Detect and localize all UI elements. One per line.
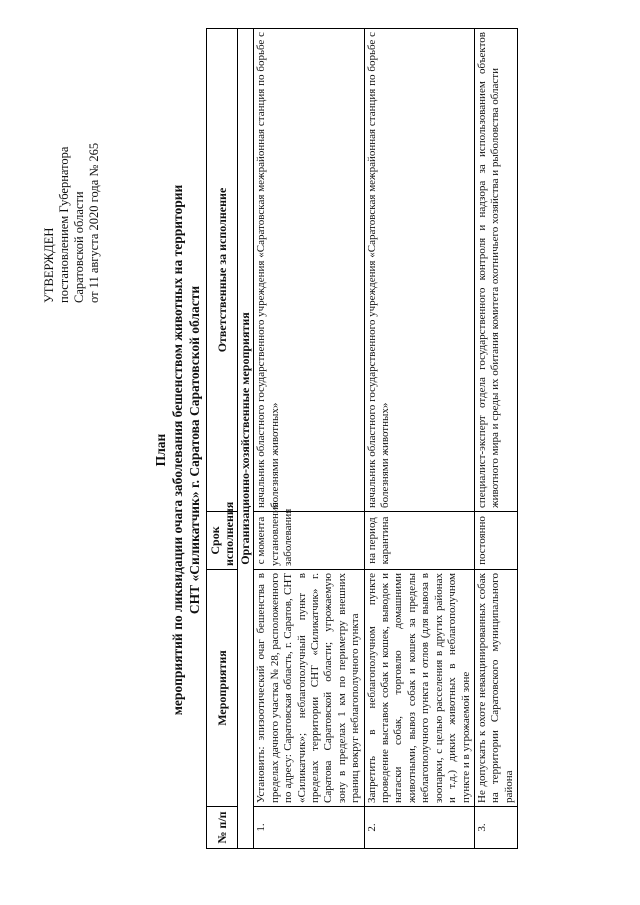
row-activity: Запретить в неблагополучном пункте проведение выставок собак и кошек, выводок и натаски собак, торговлю домашними животными, вывоз собак и кошек за пределы неблагополучного пункта и отлов (для вывоза в зоопарки, с целью расселения в других районах и т.д.) диких животных в неблагополучном пункте и в угрожаемой зоне — [364, 570, 474, 807]
header-term: Срок исполнения — [207, 512, 238, 570]
row-num: 2. — [364, 807, 474, 849]
approval-heading: УТВЕРЖДЕН — [42, 227, 56, 303]
document-title — [152, 15, 203, 885]
row-num: 3. — [474, 807, 517, 849]
title-location: СНТ «Силикатчик» г. Саратова Саратовской области — [187, 285, 202, 615]
row-responsible: начальник областного государственного учреждения «Саратовская межрайонная станция по борьбе с болезнями животных» — [364, 29, 474, 512]
row-term: с момента установления заболевания — [254, 512, 364, 570]
plan-table — [206, 28, 518, 849]
header-activity: Мероприятия — [207, 570, 238, 807]
header-num: № п/п — [207, 807, 238, 849]
row-responsible: специалист-эксперт отдела государственного контроля и надзора за использованием объектов животного мира и среды их обитания комитета охотничьего хозяйства и рыболовства области — [474, 29, 517, 512]
row-activity: Не допускать к охоте невакцинированных собак на территории Саратовского муниципального района — [474, 570, 517, 807]
table-row — [254, 29, 364, 849]
row-activity: Установить: эпизоотический очаг бешенства в пределах дачного участка № 28, расположенного по адресу: Саратовская область, г. Саратов, СНТ «Силикатчик»; неблагополучный пункт в пределах территории СНТ «Силикатчик» г. Саратова Саратовской области; угрожаемую зону в пределах 1 км по периметру внешних границ вокруг неблагополучного пункта — [254, 570, 364, 807]
table-row — [364, 29, 474, 849]
header-responsible: Ответственные за исполнение — [207, 29, 238, 512]
section-row — [238, 29, 254, 849]
title-plan: План — [153, 433, 168, 467]
title-subject: мероприятий по ликвидации очага заболевания бешенством животных на территории — [170, 184, 185, 716]
row-term: на период карантина — [364, 512, 474, 570]
approval-region: Саратовской области — [72, 191, 86, 303]
row-term: постоянно — [474, 512, 517, 570]
table-header-row — [207, 29, 238, 849]
table-row — [474, 29, 517, 849]
approval-stamp — [42, 33, 102, 303]
section-title: Организационно-хозяйственные мероприятия — [238, 29, 254, 849]
row-num: 1. — [254, 807, 364, 849]
approval-decree: постановлением Губернатора — [57, 146, 71, 303]
approval-date: от 11 августа 2020 года № 265 — [87, 142, 101, 303]
row-responsible: начальник областного государственного учреждения «Саратовская межрайонная станция по борьбе с болезнями животных» — [254, 29, 364, 512]
